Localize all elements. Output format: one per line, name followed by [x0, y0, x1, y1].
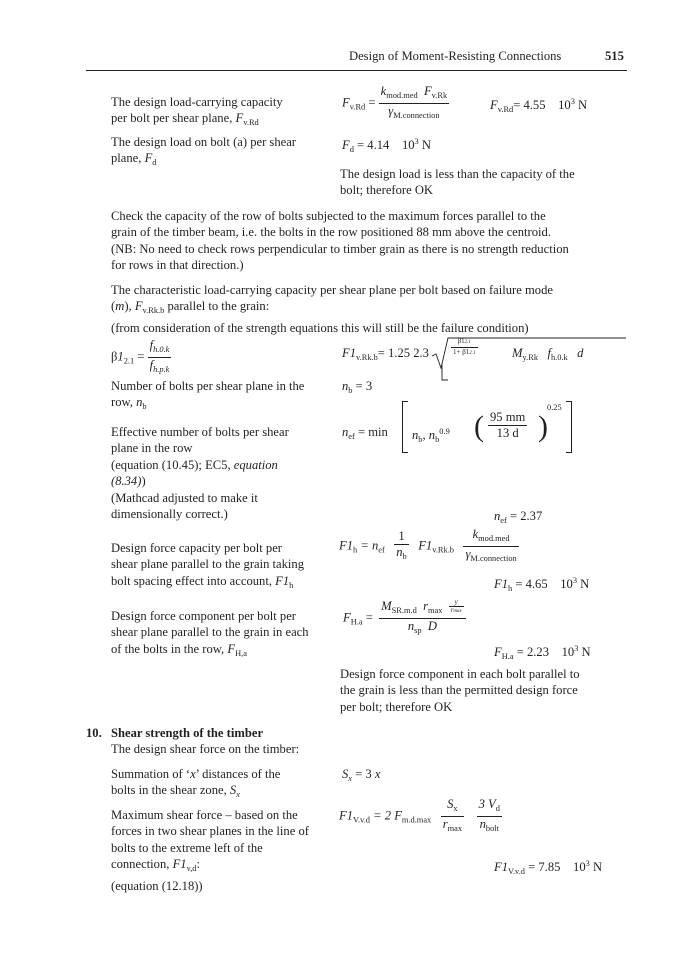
- block9-equation: $F1_{V.v.d} = 2$ $F_{m.d.max}$ $\frac{S_x}{r_{max}}$ $\frac{3 V_d}{n_{bolt}}$: [339, 797, 500, 833]
- block2-note: The design load is less than the capacity of the bolt; therefore OK: [340, 167, 575, 198]
- block6-label: Design force capacity per bolt per shear plane parallel to the grain taking bolt spacing effect into account, $F1_h$: [111, 541, 305, 590]
- neff-exponent: 0.25: [547, 403, 562, 412]
- header-rule: [86, 70, 627, 71]
- block7-note: Design force component in each bolt parallel to the grain is less than the permitted design force per bolt; therefore OK: [340, 667, 580, 714]
- f1-vrkb-equation: $F1_{v.Rk.b}= 1.25$ 2.3: [342, 346, 429, 362]
- block4-label: Number of bolts per shear plane in the row, $n_b$: [111, 379, 305, 412]
- min-bracket-left: [402, 401, 408, 453]
- paren-right: ): [538, 410, 548, 443]
- paren-left: (: [474, 410, 484, 443]
- section-10-number: 10.: [86, 726, 102, 740]
- block1-equation: $F_{v.Rd}$ = $\frac{k_{mod.med} F_{v.Rk}}{\gamma_{M.connection}}$: [342, 84, 448, 120]
- running-title: Design of Moment-Resisting Connections: [349, 49, 562, 63]
- page-number: 515: [605, 49, 624, 63]
- block1-result: $F_{v.Rd}= 4.55$ $10^3$ N: [490, 97, 588, 114]
- block9-label: Maximum shear force – based on the forces in two shear planes in the line of bolts to the extreme left of the connection, $F1_{v,d}$: (equation (12.18)): [111, 808, 309, 893]
- block7-equation: $F_{H.a}$ = $M_{SR.m.d}$ $r_{max}$ $\frac{y}{rmax}$ $n_{sp}$ D: [343, 599, 466, 638]
- block7-label: Design force component per bolt per shear plane parallel to the grain in each of the bolts in the row, $F_{H,a}$: [111, 609, 309, 658]
- paragraph-characteristic-capacity: The characteristic load-carrying capacity per shear plane per bolt based on failure mode (m), $F_{v.Rk.b}$ parallel to the grain: (from consideration of the strength equations this will still be the failure condition): [111, 283, 553, 335]
- radical-terms: $M_{y.Rk}$ $f_{h.0.k}$ d: [512, 346, 584, 362]
- beta-equation: $\beta 1_{2.1}$ = $\frac{f_{h.0.k}}{f_{h.p.k}}$: [111, 338, 170, 374]
- neff-result: $n_{ef} = 2.37$: [494, 509, 543, 525]
- neff-fraction: $\frac{95 mm}{13 d}$: [490, 410, 526, 440]
- neff-args: $n_b$, $n_b^{0.9}$: [412, 427, 450, 444]
- block2-label: The design load on bolt (a) per shear plane, $F_d$: [111, 135, 296, 168]
- neff-lhs: $n_{ef} = \min$: [342, 425, 388, 441]
- block8-equation: $S_x = 3$ x: [342, 767, 381, 783]
- block5-label: Effective number of bolts per shear plane in the row (equation (10.45); EC5, equation (8.34)) (Mathcad adjusted to make it dimensionally correct.): [111, 425, 289, 522]
- block4-equation: $n_b = 3$: [342, 379, 373, 395]
- block1-label: The design load-carrying capacity per bolt per shear plane, $F_{v.Rd}$: [111, 95, 283, 128]
- radical-fraction: $\frac{\beta 12.1}{1+ \beta 12.1}$: [453, 337, 476, 356]
- block6-result: $F1_h = 4.65$ $10^3$ N: [494, 576, 590, 593]
- section-10-title: Shear strength of the timber: [111, 726, 264, 740]
- block9-result: $F1_{V.v.d} = 7.85$ $10^3$ N: [494, 859, 603, 876]
- block8-label: Summation of ‘x’ distances of the bolts in the shear zone, $S_x$: [111, 767, 281, 800]
- section-10-intro: The design shear force on the timber:: [111, 742, 300, 756]
- block6-equation: $F1_h = n_{ef}$ $\frac{1}{n_b}$ $F1_{v.Rk.b}$ $\frac{k_{mod.med}}{\gamma_{M.connection}}$: [339, 527, 517, 563]
- paragraph-check-capacity: Check the capacity of the row of bolts subjected to the maximum forces parallel to the grain of the timber beam, i.e. the bolts in the row positioned 88 mm above the centroid. (NB: No need to check rows perpendicular to timber grain as there is no strength reduction for rows in that direction.): [111, 209, 569, 273]
- block7-result: $F_{H.a} = 2.23$ $10^3$ N: [494, 644, 591, 661]
- min-bracket-right: [566, 401, 572, 453]
- block2-equation: $F_d = 4.14$ $10^3$ N: [342, 137, 431, 154]
